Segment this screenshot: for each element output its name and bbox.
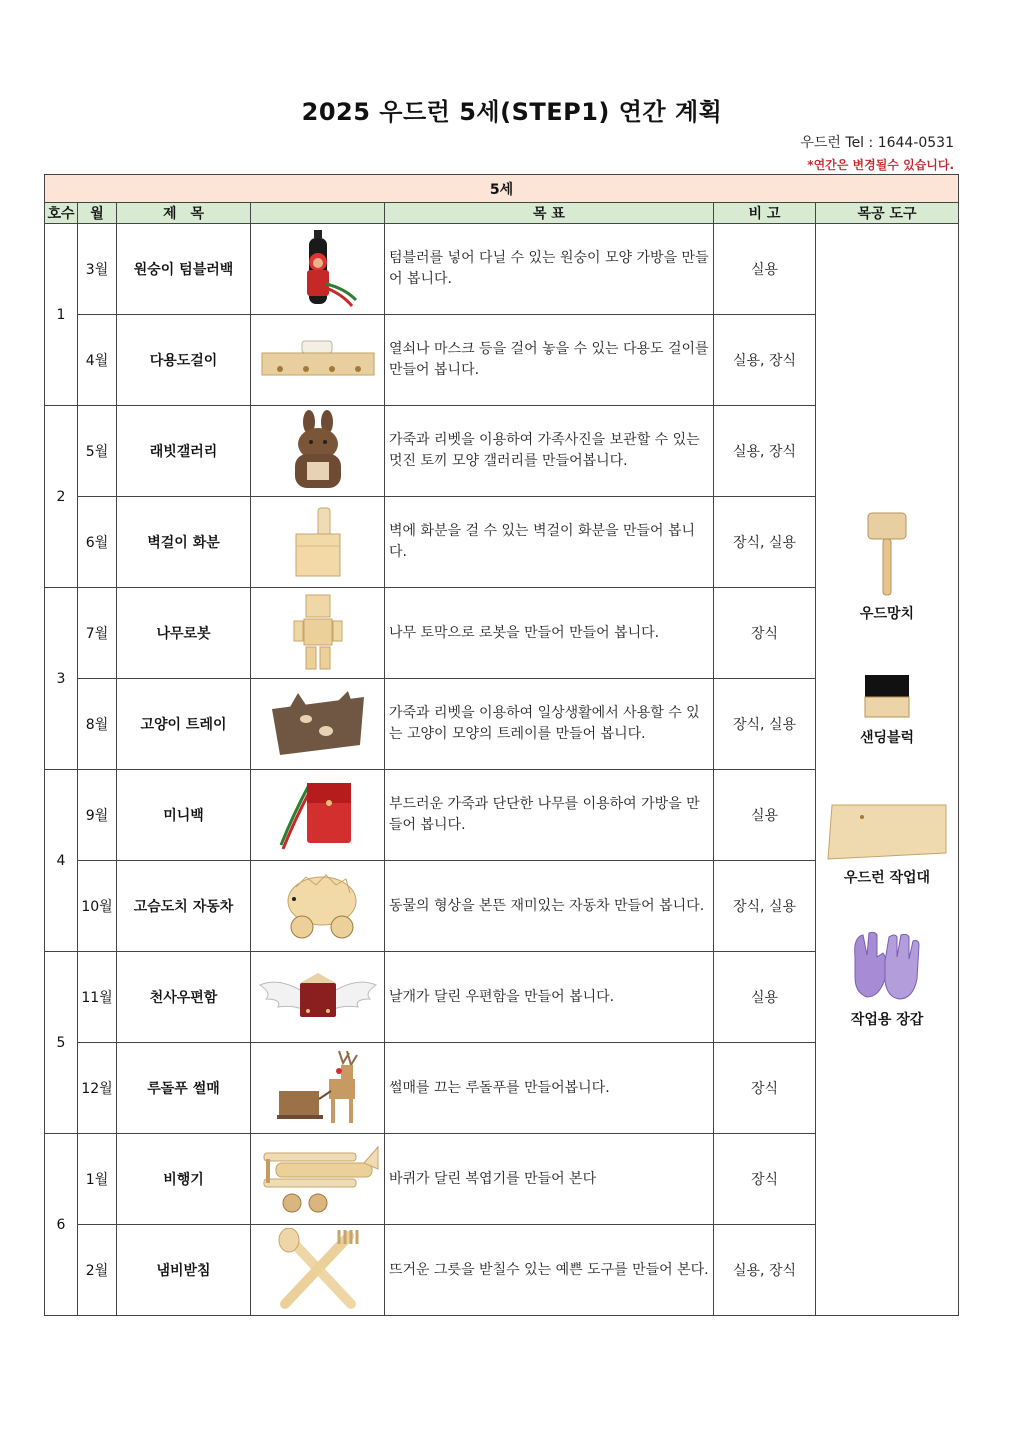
month-cell: 4월 — [78, 315, 117, 406]
goal-text: 뜨거운 그릇을 받칠수 있는 예쁜 도구를 만들어 본다. — [385, 1225, 714, 1316]
note-text: 장식 — [714, 1134, 816, 1225]
change-notice: *연간은 변경될수 있습니다. — [807, 158, 954, 172]
tool-label: 우드망치 — [859, 605, 915, 622]
pot-stand-icon — [251, 1228, 384, 1312]
note-text: 실용, 장식 — [714, 1225, 816, 1316]
note-text: 장식, 실용 — [714, 861, 816, 952]
goal-text: 바퀴가 달린 복엽기를 만들어 본다 — [385, 1134, 714, 1225]
project-name: 벽걸이 화분 — [117, 497, 251, 588]
project-name: 고양이 트레이 — [117, 679, 251, 770]
project-name: 비행기 — [117, 1134, 251, 1225]
note-text: 실용, 장식 — [714, 315, 816, 406]
group-number: 4 — [45, 770, 78, 952]
note-text: 실용, 장식 — [714, 406, 816, 497]
monkey-tumbler-bag-icon — [251, 228, 384, 310]
goal-text: 가죽과 리벳을 이용하여 가족사진을 보관할 수 있는 멋진 토끼 모양 갤러리를 만들어봅니다. — [385, 406, 714, 497]
project-name: 루돌푸 썰매 — [117, 1043, 251, 1134]
annual-plan-table — [44, 174, 959, 1316]
age-header: 5세 — [45, 175, 959, 203]
month-cell: 2월 — [78, 1225, 117, 1316]
cat-tray-icon — [251, 689, 384, 759]
group-number: 1 — [45, 224, 78, 406]
project-name: 다용도걸이 — [117, 315, 251, 406]
col-header-ho: 호수 — [45, 203, 78, 224]
project-name: 원숭이 텀블러백 — [117, 224, 251, 315]
note-text: 실용 — [714, 224, 816, 315]
tools-cell — [816, 224, 959, 1316]
tool-item — [816, 803, 958, 887]
angel-mailbox-icon — [251, 969, 384, 1025]
month-cell: 5월 — [78, 406, 117, 497]
col-header-tools: 목공 도구 — [816, 203, 959, 224]
note-text: 장식, 실용 — [714, 679, 816, 770]
workbench-icon — [816, 803, 958, 861]
tool-label: 샌딩블럭 — [859, 729, 915, 746]
note-text: 실용 — [714, 952, 816, 1043]
goal-text: 가죽과 리벳을 이용하여 일상생활에서 사용할 수 있는 고양이 모양의 트레이를 만들어 봅니다. — [385, 679, 714, 770]
goal-text: 나무 토막으로 로봇을 만들어 만들어 봅니다. — [385, 588, 714, 679]
project-name: 나무로봇 — [117, 588, 251, 679]
month-cell: 11월 — [78, 952, 117, 1043]
note-text: 실용 — [714, 770, 816, 861]
col-header-title: 제 목 — [117, 203, 251, 224]
mini-bag-icon — [251, 775, 384, 855]
goal-text: 텀블러를 넣어 다닐 수 있는 원숭이 모양 가방을 만들어 봅니다. — [385, 224, 714, 315]
project-name: 래빗갤러리 — [117, 406, 251, 497]
goal-text: 썰매를 끄는 루돌푸를 만들어봅니다. — [385, 1043, 714, 1134]
month-cell: 3월 — [78, 224, 117, 315]
note-text: 장식 — [714, 1043, 816, 1134]
note-text: 장식 — [714, 588, 816, 679]
tool-item — [816, 671, 958, 747]
multi-hanger-icon — [251, 335, 384, 385]
month-cell: 6월 — [78, 497, 117, 588]
group-number: 2 — [45, 406, 78, 588]
rudolph-sleigh-icon — [251, 1047, 384, 1129]
month-cell: 9월 — [78, 770, 117, 861]
wood-mallet-icon — [816, 511, 958, 597]
month-cell: 7월 — [78, 588, 117, 679]
tool-label: 작업용 장갑 — [850, 1011, 924, 1028]
goal-text: 부드러운 가죽과 단단한 나무를 이용하여 가방을 만들어 봅니다. — [385, 770, 714, 861]
col-header-image — [251, 203, 385, 224]
month-cell: 12월 — [78, 1043, 117, 1134]
tool-item — [816, 511, 958, 623]
project-name: 고슴도치 자동차 — [117, 861, 251, 952]
col-header-note: 비 고 — [714, 203, 816, 224]
month-cell: 10월 — [78, 861, 117, 952]
wood-robot-icon — [251, 593, 384, 673]
work-gloves-icon — [816, 927, 958, 1003]
col-header-month: 월 — [78, 203, 117, 224]
group-number: 6 — [45, 1134, 78, 1316]
group-number: 5 — [45, 952, 78, 1134]
project-name: 냄비받침 — [117, 1225, 251, 1316]
goal-text: 동물의 형상을 본뜬 재미있는 자동차 만들어 봅니다. — [385, 861, 714, 952]
project-name: 미니백 — [117, 770, 251, 861]
note-text: 장식, 실용 — [714, 497, 816, 588]
wall-planter-icon — [251, 504, 384, 580]
tool-item — [816, 927, 958, 1029]
month-cell: 1월 — [78, 1134, 117, 1225]
rabbit-gallery-icon — [251, 410, 384, 492]
sanding-block-icon — [816, 671, 958, 721]
col-header-goal: 목 표 — [385, 203, 714, 224]
group-number: 3 — [45, 588, 78, 770]
table-row — [45, 224, 959, 315]
goal-text: 열쇠나 마스크 등을 걸어 놓을 수 있는 다용도 걸이를 만들어 봅니다. — [385, 315, 714, 406]
goal-text: 벽에 화분을 걸 수 있는 벽걸이 화분을 만들어 봅니다. — [385, 497, 714, 588]
airplane-icon — [251, 1139, 384, 1219]
goal-text: 날개가 달린 우편함을 만들어 봅니다. — [385, 952, 714, 1043]
hedgehog-car-icon — [251, 871, 384, 941]
contact-tel: 우드런 Tel : 1644-0531 — [800, 135, 954, 151]
project-name: 천사우편함 — [117, 952, 251, 1043]
month-cell: 8월 — [78, 679, 117, 770]
page-title: 2025 우드런 5세(STEP1) 연간 계획 — [301, 98, 723, 126]
tool-label: 우드런 작업대 — [844, 869, 931, 886]
